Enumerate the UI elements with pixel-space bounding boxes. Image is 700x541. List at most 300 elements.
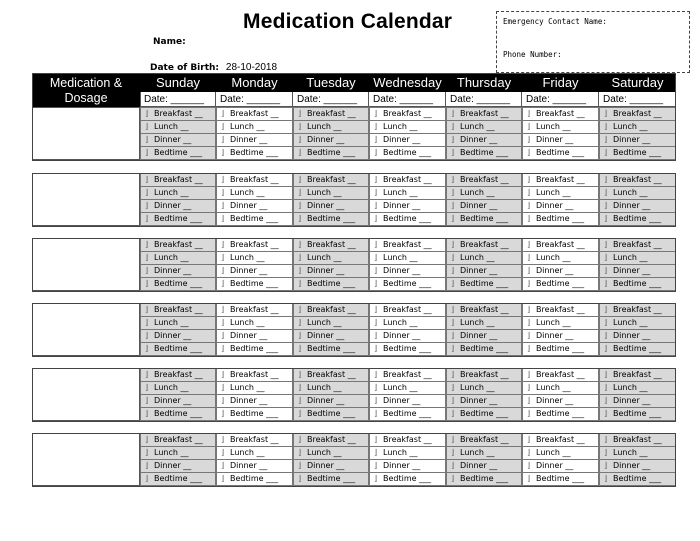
dose-slot-bedtime[interactable]	[369, 472, 446, 486]
checkbox-icon[interactable]: ⌋	[221, 240, 225, 249]
checkbox-icon[interactable]: ⌋	[221, 344, 225, 353]
checkbox-icon[interactable]: ⌋	[374, 396, 378, 405]
checkbox-icon[interactable]: ⌋	[298, 435, 302, 444]
dose-slot-dinner[interactable]	[293, 394, 369, 408]
medication-entry-field[interactable]	[32, 303, 140, 356]
checkbox-icon[interactable]: ⌋	[221, 175, 225, 184]
dose-slot-lunch[interactable]	[216, 316, 293, 330]
checkbox-icon[interactable]: ⌋	[221, 370, 225, 379]
dose-slot-dinner[interactable]	[140, 133, 216, 147]
dose-slot-dinner[interactable]	[599, 329, 676, 343]
checkbox-icon[interactable]: ⌋	[527, 370, 531, 379]
dose-slot-breakfast[interactable]	[369, 238, 446, 252]
dose-slot-breakfast[interactable]	[293, 173, 369, 187]
checkbox-icon[interactable]: ⌋	[374, 461, 378, 470]
dose-slot-breakfast[interactable]	[599, 303, 676, 317]
dose-slot-bedtime[interactable]	[522, 407, 599, 421]
checkbox-icon[interactable]: ⌋	[145, 331, 149, 340]
checkbox-icon[interactable]: ⌋	[145, 370, 149, 379]
checkbox-icon[interactable]: ⌋	[604, 305, 608, 314]
checkbox-icon[interactable]: ⌋	[604, 109, 608, 118]
checkbox-icon[interactable]: ⌋	[527, 461, 531, 470]
checkbox-icon[interactable]: ⌋	[374, 448, 378, 457]
dose-slot-dinner[interactable]	[293, 329, 369, 343]
checkbox-icon[interactable]: ⌋	[145, 448, 149, 457]
checkbox-icon[interactable]: ⌋	[527, 448, 531, 457]
dose-slot-breakfast[interactable]	[140, 368, 216, 382]
checkbox-icon[interactable]: ⌋	[145, 240, 149, 249]
checkbox-icon[interactable]: ⌋	[527, 396, 531, 405]
checkbox-icon[interactable]: ⌋	[221, 474, 225, 483]
checkbox-icon[interactable]: ⌋	[527, 435, 531, 444]
date-field-sunday[interactable]: Date: ______	[140, 92, 216, 107]
dose-slot-dinner[interactable]	[216, 264, 293, 278]
checkbox-icon[interactable]: ⌋	[604, 344, 608, 353]
checkbox-icon[interactable]: ⌋	[374, 253, 378, 262]
dose-slot-breakfast[interactable]	[216, 173, 293, 187]
dose-slot-bedtime[interactable]	[293, 212, 369, 226]
dose-slot-lunch[interactable]	[599, 446, 676, 460]
dose-slot-breakfast[interactable]	[140, 238, 216, 252]
dose-slot-lunch[interactable]	[140, 251, 216, 265]
dose-slot-bedtime[interactable]	[446, 342, 522, 356]
dose-slot-lunch[interactable]	[446, 186, 522, 200]
checkbox-icon[interactable]: ⌋	[298, 188, 302, 197]
dose-slot-dinner[interactable]	[522, 394, 599, 408]
dose-slot-lunch[interactable]	[369, 251, 446, 265]
checkbox-icon[interactable]: ⌋	[298, 396, 302, 405]
dose-slot-bedtime[interactable]	[446, 277, 522, 291]
dose-slot-breakfast[interactable]	[446, 433, 522, 447]
checkbox-icon[interactable]: ⌋	[604, 253, 608, 262]
dose-slot-bedtime[interactable]	[216, 146, 293, 160]
date-field-tuesday[interactable]: Date: ______	[293, 92, 369, 107]
medication-entry-field[interactable]	[32, 433, 140, 486]
dose-slot-breakfast[interactable]	[446, 238, 522, 252]
checkbox-icon[interactable]: ⌋	[221, 214, 225, 223]
dose-slot-bedtime[interactable]	[599, 146, 676, 160]
checkbox-icon[interactable]: ⌋	[451, 148, 455, 157]
dose-slot-dinner[interactable]	[522, 199, 599, 213]
dose-slot-bedtime[interactable]	[293, 407, 369, 421]
dose-slot-bedtime[interactable]	[216, 277, 293, 291]
checkbox-icon[interactable]: ⌋	[527, 305, 531, 314]
checkbox-icon[interactable]: ⌋	[221, 396, 225, 405]
dose-slot-dinner[interactable]	[446, 264, 522, 278]
checkbox-icon[interactable]: ⌋	[298, 344, 302, 353]
dose-slot-lunch[interactable]	[599, 251, 676, 265]
checkbox-icon[interactable]: ⌋	[604, 370, 608, 379]
checkbox-icon[interactable]: ⌋	[221, 305, 225, 314]
dose-slot-bedtime[interactable]	[522, 472, 599, 486]
checkbox-icon[interactable]: ⌋	[145, 461, 149, 470]
checkbox-icon[interactable]: ⌋	[221, 279, 225, 288]
emergency-contact-label[interactable]: Emergency Contact Name:	[503, 17, 607, 26]
dose-slot-bedtime[interactable]	[216, 342, 293, 356]
checkbox-icon[interactable]: ⌋	[451, 122, 455, 131]
checkbox-icon[interactable]: ⌋	[374, 201, 378, 210]
checkbox-icon[interactable]: ⌋	[221, 122, 225, 131]
dose-slot-bedtime[interactable]	[293, 146, 369, 160]
dose-slot-dinner[interactable]	[140, 459, 216, 473]
checkbox-icon[interactable]: ⌋	[604, 279, 608, 288]
dose-slot-bedtime[interactable]	[522, 146, 599, 160]
checkbox-icon[interactable]: ⌋	[527, 214, 531, 223]
dose-slot-dinner[interactable]	[293, 133, 369, 147]
medication-entry-field[interactable]	[32, 368, 140, 421]
dose-slot-bedtime[interactable]	[216, 212, 293, 226]
dose-slot-lunch[interactable]	[140, 446, 216, 460]
checkbox-icon[interactable]: ⌋	[527, 253, 531, 262]
checkbox-icon[interactable]: ⌋	[298, 331, 302, 340]
dose-slot-lunch[interactable]	[522, 186, 599, 200]
dose-slot-lunch[interactable]	[369, 446, 446, 460]
checkbox-icon[interactable]: ⌋	[145, 175, 149, 184]
dose-slot-breakfast[interactable]	[522, 303, 599, 317]
checkbox-icon[interactable]: ⌋	[221, 201, 225, 210]
dose-slot-dinner[interactable]	[522, 329, 599, 343]
dose-slot-bedtime[interactable]	[369, 212, 446, 226]
checkbox-icon[interactable]: ⌋	[374, 122, 378, 131]
checkbox-icon[interactable]: ⌋	[527, 201, 531, 210]
checkbox-icon[interactable]: ⌋	[451, 109, 455, 118]
date-field-monday[interactable]: Date: ______	[216, 92, 293, 107]
checkbox-icon[interactable]: ⌋	[145, 122, 149, 131]
dose-slot-bedtime[interactable]	[599, 342, 676, 356]
checkbox-icon[interactable]: ⌋	[145, 188, 149, 197]
checkbox-icon[interactable]: ⌋	[374, 188, 378, 197]
checkbox-icon[interactable]: ⌋	[604, 122, 608, 131]
dose-slot-bedtime[interactable]	[446, 212, 522, 226]
checkbox-icon[interactable]: ⌋	[145, 201, 149, 210]
dose-slot-dinner[interactable]	[216, 329, 293, 343]
dose-slot-dinner[interactable]	[140, 329, 216, 343]
checkbox-icon[interactable]: ⌋	[145, 318, 149, 327]
dose-slot-dinner[interactable]	[446, 199, 522, 213]
dose-slot-breakfast[interactable]	[369, 173, 446, 187]
dose-slot-dinner[interactable]	[446, 394, 522, 408]
checkbox-icon[interactable]: ⌋	[298, 148, 302, 157]
dose-slot-breakfast[interactable]	[522, 173, 599, 187]
date-field-friday[interactable]: Date: ______	[522, 92, 599, 107]
dose-slot-bedtime[interactable]	[140, 212, 216, 226]
dose-slot-dinner[interactable]	[599, 264, 676, 278]
checkbox-icon[interactable]: ⌋	[374, 409, 378, 418]
dose-slot-lunch[interactable]	[599, 120, 676, 134]
dose-slot-dinner[interactable]	[369, 394, 446, 408]
dose-slot-lunch[interactable]	[216, 186, 293, 200]
dose-slot-breakfast[interactable]	[216, 368, 293, 382]
checkbox-icon[interactable]: ⌋	[374, 344, 378, 353]
date-field-wednesday[interactable]: Date: ______	[369, 92, 446, 107]
dose-slot-lunch[interactable]	[446, 446, 522, 460]
checkbox-icon[interactable]: ⌋	[374, 305, 378, 314]
checkbox-icon[interactable]: ⌋	[145, 279, 149, 288]
checkbox-icon[interactable]: ⌋	[145, 383, 149, 392]
checkbox-icon[interactable]: ⌋	[374, 331, 378, 340]
dose-slot-breakfast[interactable]	[522, 238, 599, 252]
dose-slot-lunch[interactable]	[522, 446, 599, 460]
checkbox-icon[interactable]: ⌋	[451, 201, 455, 210]
checkbox-icon[interactable]: ⌋	[298, 253, 302, 262]
dose-slot-dinner[interactable]	[522, 264, 599, 278]
dob-value[interactable]: 28-10-2018	[225, 62, 278, 73]
dose-slot-lunch[interactable]	[446, 316, 522, 330]
dose-slot-breakfast[interactable]	[446, 173, 522, 187]
dose-slot-breakfast[interactable]	[293, 368, 369, 382]
dose-slot-lunch[interactable]	[293, 120, 369, 134]
dose-slot-bedtime[interactable]	[522, 342, 599, 356]
checkbox-icon[interactable]: ⌋	[145, 409, 149, 418]
checkbox-icon[interactable]: ⌋	[145, 214, 149, 223]
dose-slot-lunch[interactable]	[216, 381, 293, 395]
checkbox-icon[interactable]: ⌋	[527, 135, 531, 144]
dose-slot-lunch[interactable]	[369, 120, 446, 134]
checkbox-icon[interactable]: ⌋	[527, 474, 531, 483]
checkbox-icon[interactable]: ⌋	[527, 175, 531, 184]
dose-slot-breakfast[interactable]	[599, 107, 676, 121]
dose-slot-dinner[interactable]	[599, 459, 676, 473]
checkbox-icon[interactable]: ⌋	[145, 109, 149, 118]
checkbox-icon[interactable]: ⌋	[451, 266, 455, 275]
checkbox-icon[interactable]: ⌋	[374, 135, 378, 144]
dose-slot-bedtime[interactable]	[140, 407, 216, 421]
checkbox-icon[interactable]: ⌋	[527, 344, 531, 353]
dose-slot-dinner[interactable]	[216, 459, 293, 473]
dose-slot-dinner[interactable]	[293, 459, 369, 473]
dose-slot-bedtime[interactable]	[599, 407, 676, 421]
dose-slot-bedtime[interactable]	[599, 472, 676, 486]
checkbox-icon[interactable]: ⌋	[527, 266, 531, 275]
checkbox-icon[interactable]: ⌋	[527, 109, 531, 118]
dose-slot-lunch[interactable]	[216, 446, 293, 460]
checkbox-icon[interactable]: ⌋	[298, 122, 302, 131]
dose-slot-lunch[interactable]	[140, 381, 216, 395]
dose-slot-breakfast[interactable]	[140, 173, 216, 187]
dose-slot-dinner[interactable]	[446, 459, 522, 473]
dose-slot-breakfast[interactable]	[599, 433, 676, 447]
checkbox-icon[interactable]: ⌋	[604, 331, 608, 340]
checkbox-icon[interactable]: ⌋	[298, 279, 302, 288]
checkbox-icon[interactable]: ⌋	[221, 253, 225, 262]
dose-slot-breakfast[interactable]	[216, 303, 293, 317]
checkbox-icon[interactable]: ⌋	[451, 435, 455, 444]
checkbox-icon[interactable]: ⌋	[374, 474, 378, 483]
dose-slot-lunch[interactable]	[216, 251, 293, 265]
dose-slot-dinner[interactable]	[216, 133, 293, 147]
dose-slot-bedtime[interactable]	[369, 277, 446, 291]
checkbox-icon[interactable]: ⌋	[604, 240, 608, 249]
dose-slot-breakfast[interactable]	[369, 303, 446, 317]
checkbox-icon[interactable]: ⌋	[451, 253, 455, 262]
checkbox-icon[interactable]: ⌋	[527, 122, 531, 131]
dose-slot-lunch[interactable]	[293, 381, 369, 395]
checkbox-icon[interactable]: ⌋	[374, 279, 378, 288]
dose-slot-lunch[interactable]	[522, 251, 599, 265]
checkbox-icon[interactable]: ⌋	[374, 318, 378, 327]
checkbox-icon[interactable]: ⌋	[298, 305, 302, 314]
dose-slot-dinner[interactable]	[216, 199, 293, 213]
dose-slot-bedtime[interactable]	[140, 277, 216, 291]
checkbox-icon[interactable]: ⌋	[451, 344, 455, 353]
dose-slot-dinner[interactable]	[369, 459, 446, 473]
dose-slot-breakfast[interactable]	[216, 238, 293, 252]
checkbox-icon[interactable]: ⌋	[145, 305, 149, 314]
checkbox-icon[interactable]: ⌋	[298, 214, 302, 223]
dose-slot-lunch[interactable]	[293, 251, 369, 265]
checkbox-icon[interactable]: ⌋	[298, 135, 302, 144]
dose-slot-bedtime[interactable]	[369, 342, 446, 356]
checkbox-icon[interactable]: ⌋	[298, 461, 302, 470]
dose-slot-bedtime[interactable]	[293, 277, 369, 291]
dose-slot-bedtime[interactable]	[599, 212, 676, 226]
checkbox-icon[interactable]: ⌋	[527, 279, 531, 288]
dose-slot-lunch[interactable]	[216, 120, 293, 134]
dose-slot-dinner[interactable]	[369, 329, 446, 343]
checkbox-icon[interactable]: ⌋	[145, 474, 149, 483]
dose-slot-lunch[interactable]	[369, 381, 446, 395]
dose-slot-dinner[interactable]	[216, 394, 293, 408]
dose-slot-lunch[interactable]	[140, 316, 216, 330]
checkbox-icon[interactable]: ⌋	[604, 135, 608, 144]
checkbox-icon[interactable]: ⌋	[451, 318, 455, 327]
dose-slot-lunch[interactable]	[293, 186, 369, 200]
checkbox-icon[interactable]: ⌋	[298, 240, 302, 249]
checkbox-icon[interactable]: ⌋	[298, 409, 302, 418]
checkbox-icon[interactable]: ⌋	[298, 109, 302, 118]
checkbox-icon[interactable]: ⌋	[604, 318, 608, 327]
dose-slot-dinner[interactable]	[446, 329, 522, 343]
checkbox-icon[interactable]: ⌋	[298, 370, 302, 379]
dose-slot-breakfast[interactable]	[599, 368, 676, 382]
checkbox-icon[interactable]: ⌋	[604, 214, 608, 223]
checkbox-icon[interactable]: ⌋	[527, 409, 531, 418]
dose-slot-lunch[interactable]	[140, 120, 216, 134]
checkbox-icon[interactable]: ⌋	[604, 448, 608, 457]
dose-slot-dinner[interactable]	[599, 133, 676, 147]
dose-slot-dinner[interactable]	[140, 394, 216, 408]
checkbox-icon[interactable]: ⌋	[604, 201, 608, 210]
dose-slot-lunch[interactable]	[369, 186, 446, 200]
checkbox-icon[interactable]: ⌋	[145, 435, 149, 444]
checkbox-icon[interactable]: ⌋	[451, 370, 455, 379]
checkbox-icon[interactable]: ⌋	[451, 396, 455, 405]
checkbox-icon[interactable]: ⌋	[221, 188, 225, 197]
dose-slot-dinner[interactable]	[369, 199, 446, 213]
dose-slot-dinner[interactable]	[140, 199, 216, 213]
dose-slot-dinner[interactable]	[369, 133, 446, 147]
dose-slot-dinner[interactable]	[522, 459, 599, 473]
checkbox-icon[interactable]: ⌋	[451, 305, 455, 314]
dose-slot-breakfast[interactable]	[522, 107, 599, 121]
dose-slot-lunch[interactable]	[522, 316, 599, 330]
checkbox-icon[interactable]: ⌋	[221, 383, 225, 392]
checkbox-icon[interactable]: ⌋	[221, 331, 225, 340]
checkbox-icon[interactable]: ⌋	[221, 318, 225, 327]
checkbox-icon[interactable]: ⌋	[374, 148, 378, 157]
dose-slot-breakfast[interactable]	[293, 433, 369, 447]
dose-slot-breakfast[interactable]	[369, 368, 446, 382]
checkbox-icon[interactable]: ⌋	[221, 461, 225, 470]
checkbox-icon[interactable]: ⌋	[451, 188, 455, 197]
checkbox-icon[interactable]: ⌋	[298, 266, 302, 275]
dose-slot-breakfast[interactable]	[216, 433, 293, 447]
phone-number-label[interactable]: Phone Number:	[503, 50, 562, 59]
dose-slot-dinner[interactable]	[293, 264, 369, 278]
checkbox-icon[interactable]: ⌋	[451, 409, 455, 418]
checkbox-icon[interactable]: ⌋	[374, 435, 378, 444]
dose-slot-breakfast[interactable]	[522, 368, 599, 382]
checkbox-icon[interactable]: ⌋	[604, 175, 608, 184]
dose-slot-lunch[interactable]	[293, 316, 369, 330]
checkbox-icon[interactable]: ⌋	[527, 383, 531, 392]
checkbox-icon[interactable]: ⌋	[604, 461, 608, 470]
checkbox-icon[interactable]: ⌋	[451, 331, 455, 340]
checkbox-icon[interactable]: ⌋	[221, 435, 225, 444]
checkbox-icon[interactable]: ⌋	[221, 266, 225, 275]
checkbox-icon[interactable]: ⌋	[145, 266, 149, 275]
dose-slot-dinner[interactable]	[522, 133, 599, 147]
checkbox-icon[interactable]: ⌋	[298, 448, 302, 457]
checkbox-icon[interactable]: ⌋	[451, 461, 455, 470]
date-field-thursday[interactable]: Date: ______	[446, 92, 522, 107]
checkbox-icon[interactable]: ⌋	[374, 175, 378, 184]
dose-slot-bedtime[interactable]	[216, 472, 293, 486]
dose-slot-bedtime[interactable]	[140, 342, 216, 356]
dose-slot-breakfast[interactable]	[522, 433, 599, 447]
checkbox-icon[interactable]: ⌋	[604, 396, 608, 405]
checkbox-icon[interactable]: ⌋	[221, 409, 225, 418]
medication-entry-field[interactable]	[32, 107, 140, 160]
dose-slot-lunch[interactable]	[293, 446, 369, 460]
checkbox-icon[interactable]: ⌋	[298, 474, 302, 483]
medication-entry-field[interactable]	[32, 238, 140, 291]
checkbox-icon[interactable]: ⌋	[298, 383, 302, 392]
checkbox-icon[interactable]: ⌋	[221, 448, 225, 457]
checkbox-icon[interactable]: ⌋	[451, 383, 455, 392]
checkbox-icon[interactable]: ⌋	[374, 214, 378, 223]
dose-slot-breakfast[interactable]	[446, 368, 522, 382]
dose-slot-lunch[interactable]	[446, 381, 522, 395]
checkbox-icon[interactable]: ⌋	[374, 109, 378, 118]
dose-slot-breakfast[interactable]	[599, 173, 676, 187]
checkbox-icon[interactable]: ⌋	[527, 188, 531, 197]
dose-slot-bedtime[interactable]	[446, 472, 522, 486]
dose-slot-lunch[interactable]	[599, 381, 676, 395]
checkbox-icon[interactable]: ⌋	[298, 201, 302, 210]
dose-slot-lunch[interactable]	[522, 120, 599, 134]
checkbox-icon[interactable]: ⌋	[451, 240, 455, 249]
dose-slot-breakfast[interactable]	[369, 107, 446, 121]
dose-slot-dinner[interactable]	[599, 199, 676, 213]
dose-slot-bedtime[interactable]	[599, 277, 676, 291]
dose-slot-breakfast[interactable]	[216, 107, 293, 121]
checkbox-icon[interactable]: ⌋	[145, 135, 149, 144]
checkbox-icon[interactable]: ⌋	[527, 240, 531, 249]
dose-slot-dinner[interactable]	[369, 264, 446, 278]
checkbox-icon[interactable]: ⌋	[604, 148, 608, 157]
checkbox-icon[interactable]: ⌋	[451, 214, 455, 223]
dose-slot-dinner[interactable]	[140, 264, 216, 278]
checkbox-icon[interactable]: ⌋	[604, 266, 608, 275]
dose-slot-breakfast[interactable]	[446, 107, 522, 121]
checkbox-icon[interactable]: ⌋	[374, 240, 378, 249]
checkbox-icon[interactable]: ⌋	[604, 188, 608, 197]
checkbox-icon[interactable]: ⌋	[145, 253, 149, 262]
checkbox-icon[interactable]: ⌋	[145, 148, 149, 157]
checkbox-icon[interactable]: ⌋	[451, 448, 455, 457]
dose-slot-breakfast[interactable]	[140, 107, 216, 121]
